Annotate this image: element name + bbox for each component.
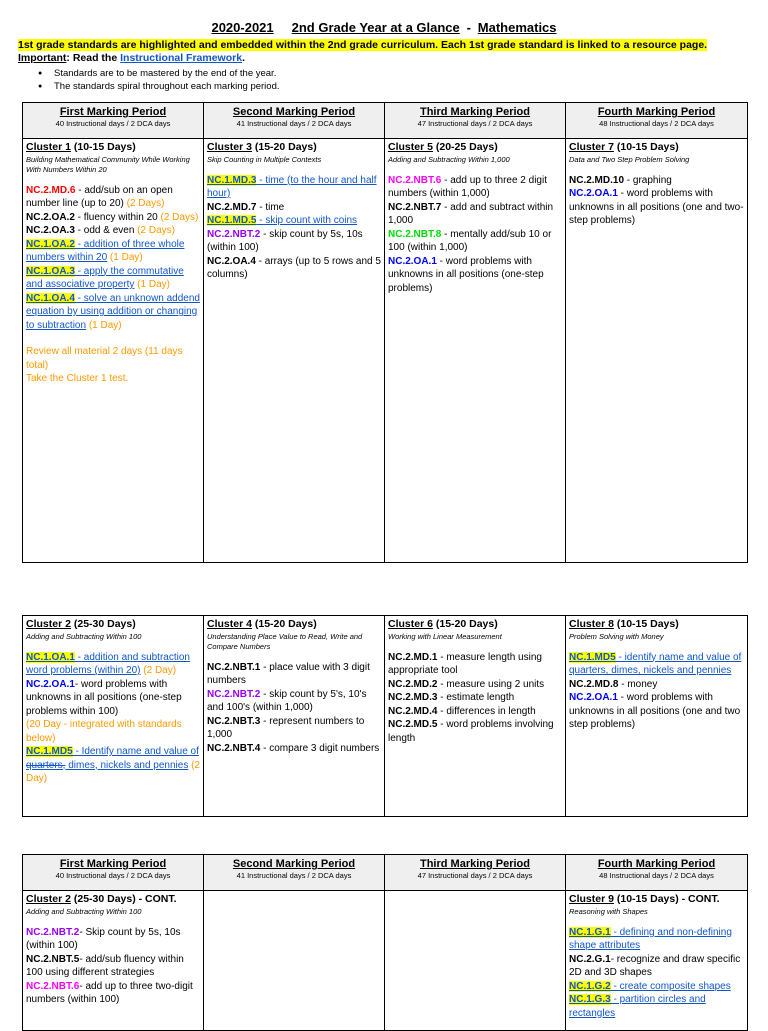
cluster-name: Cluster 1 (26, 141, 71, 153)
empty-cell (204, 891, 385, 1031)
cluster-days: (10-15 Days) (613, 141, 679, 153)
standard-code: NC.2.NBT.2 (207, 228, 261, 240)
standard-code: NC.2.OA.3 (26, 225, 75, 236)
period-header-fourth (566, 103, 748, 139)
standard-item (26, 980, 200, 1007)
standard-text: - arrays (up to 5 rows and 5 columns) (207, 255, 381, 280)
standard-item (207, 228, 381, 255)
cluster-name: Cluster 2 (26, 618, 71, 630)
standard-text: - measure length using appropriate tool (388, 651, 542, 676)
standard-item (207, 201, 381, 215)
cluster-cell-9-cont (566, 891, 748, 1031)
cluster-cell-1 (23, 139, 204, 563)
standard-item (388, 718, 562, 745)
standard-code: NC.2.NBT.2 (26, 926, 80, 938)
standard-text: - add up to three 2 digit numbers (within 1,000) (388, 174, 547, 199)
title-subject: Mathematics (477, 20, 557, 35)
cluster-days: (10-15 Days) (70, 141, 136, 153)
standard-code[interactable]: NC.1.G.1 (569, 926, 611, 938)
standard-text: - represent numbers to 1,000 (207, 715, 365, 740)
cluster-days: (25-30 Days) (70, 618, 136, 630)
standard-text: - odd & even (74, 225, 138, 236)
standard-link-item[interactable] (569, 926, 744, 953)
standard-link-text[interactable]: dimes, nickels and pennies (65, 759, 189, 771)
standard-code: NC.2.NBT.7 (388, 201, 442, 213)
cluster-name: Cluster 9 (569, 893, 614, 905)
standard-link-text[interactable]: - Identify name and value of (72, 746, 199, 757)
cluster-heading (569, 893, 744, 907)
cluster-days: (15-20 Days) (251, 618, 317, 630)
standard-code: NC.2.MD.10 (569, 174, 625, 186)
standard-code: NC.2.MD.1 (388, 651, 438, 663)
standard-days: (2 Days) (160, 211, 199, 223)
period-header-third (385, 855, 566, 891)
period-days: 40 Instructional days / 2 DCA days (55, 119, 171, 128)
cluster-heading (569, 141, 744, 155)
cluster-name: Cluster 4 (207, 618, 252, 630)
cluster-cell-4 (204, 616, 385, 817)
standard-code: NC.2.MD.6 (26, 184, 76, 196)
standard-code: NC.2.OA.1 (26, 678, 75, 690)
cluster-days: (20-25 Days) (432, 141, 498, 153)
standard-item (207, 688, 381, 715)
standard-code: NC.2.G.1 (569, 953, 611, 965)
standard-days: (1 Day) (86, 319, 122, 331)
standard-code: NC.2.MD.8 (569, 678, 619, 690)
period-header-first (23, 855, 204, 891)
standard-item (26, 953, 200, 980)
standard-text: - word problems with unknowns in all positions (one-step problems) (388, 255, 544, 294)
standard-link-text[interactable]: - addition and subtraction word problems (within 20) (26, 651, 190, 676)
standard-link-text[interactable]: - solve an unknown addend equation by using addition or changing to subtraction (26, 292, 200, 331)
standard-link-text[interactable]: - identify name and value of quarters, dimes, nickels and pennies (569, 651, 742, 676)
cluster-name: Cluster 6 (388, 618, 433, 630)
cluster-cell-3 (204, 139, 385, 563)
standard-item (207, 742, 381, 756)
standard-link-item[interactable] (207, 214, 381, 228)
important-note (18, 52, 245, 64)
standard-text: - estimate length (437, 692, 515, 703)
test-note: Take the Cluster 1 test. (26, 373, 129, 384)
standard-code: NC.2.OA.1 (569, 188, 618, 199)
standard-code[interactable]: NC.1.OA.3 (26, 265, 75, 277)
standard-days: (2 Days) (137, 225, 175, 236)
standard-link-item[interactable] (26, 292, 200, 333)
period-days: 48 Instructional days / 2 DCA days (599, 871, 714, 880)
empty-cell (385, 891, 566, 1031)
standard-link-item[interactable] (207, 174, 381, 201)
standard-link-text[interactable]: - addition of three whole numbers within 20 (26, 238, 185, 263)
standard-text: - recognize and draw specific 2D and 3D shapes (569, 953, 741, 978)
standard-text: - compare 3 digit numbers (260, 742, 380, 754)
standard-days: (1 Day) (107, 252, 143, 263)
standard-text: - place value with 3 digit numbers (207, 661, 370, 686)
period-days: 47 Instructional days / 2 DCA days (417, 119, 533, 128)
period-title: Fourth Marking Period (597, 106, 716, 118)
standard-text: - add/sub on an open number line (up to 20) (26, 184, 173, 209)
standard-code: NC.2.MD.4 (388, 705, 438, 717)
period-days: 41 Instructional days / 2 DCA days (236, 871, 352, 880)
cluster-subtitle: Building Mathematical Community While Working With Numbers Within 20 (26, 154, 190, 174)
standard-days: (1 Day) (134, 279, 170, 290)
bullet-item: ● Standards are to be mastered by the end of the year. (38, 67, 280, 80)
standard-item (388, 651, 562, 678)
standard-code: NC.2.NBT.8 (388, 228, 442, 240)
standard-item (207, 715, 381, 742)
highlight-note: 1st grade standards are highlighted and embedded within the 2nd grade curriculum. Each 1st grade standard is linked to a resource page. (18, 39, 708, 51)
cluster-name: Cluster 8 (569, 618, 614, 630)
standard-days: (2 Days) (126, 198, 165, 209)
period-days: 48 Instructional days / 2 DCA days (599, 119, 714, 128)
important-end: . (242, 52, 245, 64)
cluster-subtitle: Understanding Place Value to Read, Write and Compare Numbers (207, 631, 363, 651)
cluster-heading (26, 618, 200, 632)
standard-code[interactable]: NC.1.MD5 (569, 651, 616, 663)
important-text: : Read the (66, 52, 121, 64)
period-header-fourth (566, 855, 748, 891)
standard-code: NC.2.OA.4 (207, 255, 256, 267)
cluster-subtitle: Problem Solving with Money (569, 631, 664, 641)
cluster-cell-8 (566, 616, 748, 817)
standard-item (569, 691, 744, 732)
standard-text: - graphing (624, 174, 672, 186)
standard-code: NC.2.MD.7 (207, 201, 257, 213)
standard-item (26, 184, 200, 211)
standard-text: - differences in length (437, 705, 536, 717)
period-days: 47 Instructional days / 2 DCA days (417, 871, 533, 880)
period-days: 41 Instructional days / 2 DCA days (236, 119, 352, 128)
cluster-subtitle: Working with Linear Measurement (388, 631, 502, 641)
bullet-item: ● The standards spiral throughout each marking period. (38, 80, 280, 93)
standard-link-item[interactable] (26, 651, 200, 678)
standard-item (388, 705, 562, 719)
cluster-cell-2 (23, 616, 204, 817)
standard-link-item[interactable] (569, 651, 744, 678)
standard-text: - word problems with unknowns in all positions (one-step problems within 100) (26, 678, 182, 717)
cluster-heading (388, 618, 562, 632)
standard-code: NC.2.MD.3 (388, 692, 438, 703)
standard-item (388, 228, 562, 255)
cluster-subtitle: Adding and Subtracting Within 100 (26, 631, 142, 641)
standard-code: NC.2.NBT.4 (207, 742, 261, 754)
standard-text: - add/sub fluency within 100 using different strategies (26, 953, 184, 978)
document-title (0, 20, 768, 35)
cluster-name: Cluster 2 (26, 893, 71, 905)
standard-code: NC.2.NBT.5 (26, 953, 80, 965)
standard-code: NC.2.NBT.2 (207, 688, 261, 700)
period-title: Third Marking Period (419, 106, 530, 118)
cluster-cell-2-cont (23, 891, 204, 1031)
cluster-subtitle: Adding and Subtracting Within 1,000 (388, 154, 510, 164)
standard-link-item[interactable] (26, 238, 200, 265)
standard-code: NC.2.NBT.6 (26, 980, 80, 992)
period-header-second (204, 103, 385, 139)
year-table-1 (22, 102, 748, 563)
standard-code[interactable]: NC.1.G.2 (569, 980, 611, 992)
standard-note: (20 Day - integrated with standards below) (26, 719, 182, 744)
standard-text: - word problems with unknowns in all positions (one and two step problems) (569, 692, 741, 730)
cluster-heading (26, 141, 200, 155)
important-label: Important (18, 52, 67, 64)
standard-code: NC.2.OA.1 (388, 255, 437, 267)
instructional-framework-link[interactable]: Instructional Framework (120, 52, 243, 64)
standard-text: - money (618, 678, 658, 690)
standard-link-item[interactable] (26, 745, 200, 786)
title-main: 2nd Grade Year at a Glance (291, 20, 460, 35)
standard-item (207, 255, 381, 282)
standard-code[interactable]: NC.1.G.3 (569, 994, 611, 1005)
standard-item (388, 678, 562, 692)
bullet-list (38, 67, 280, 93)
standard-item (569, 678, 744, 692)
cluster-days: (25-30 Days) - CONT. (70, 893, 177, 905)
year-table-2 (22, 615, 748, 817)
period-title: First Marking Period (59, 858, 167, 870)
standard-link-text[interactable]: - skip count with coins (256, 215, 358, 226)
cluster-cell-7 (566, 139, 748, 563)
standard-code: NC.2.MD.2 (388, 678, 438, 690)
standard-code: NC.2.NBT.3 (207, 715, 261, 727)
period-title: First Marking Period (59, 106, 167, 118)
year-table-3 (22, 854, 748, 1031)
cluster-heading (388, 141, 562, 155)
cluster-subtitle: Skip Counting in Multiple Contexts (207, 154, 322, 164)
standard-item (388, 174, 562, 201)
standard-code: NC.2.NBT.6 (388, 174, 442, 186)
cluster-days: (15-20 Days) (432, 618, 498, 630)
standard-item (207, 661, 381, 688)
standard-code: NC.2.OA.2 (26, 211, 75, 223)
standard-code[interactable]: NC.1.OA.1 (26, 651, 75, 663)
standard-days: (2 Day) (26, 759, 200, 784)
title-years: 2020-2021 (211, 20, 274, 35)
standard-item (569, 953, 744, 980)
period-title: Second Marking Period (232, 858, 356, 870)
standard-text: - word problems involving length (388, 719, 554, 744)
standard-code: NC.2.OA.1 (569, 692, 618, 703)
standard-item (26, 926, 200, 953)
cluster-cell-6 (385, 616, 566, 817)
cluster-heading (569, 618, 744, 632)
standard-item (388, 255, 562, 296)
struck-text[interactable]: quarters, (26, 759, 66, 771)
standard-link-item[interactable] (26, 265, 200, 292)
standard-item (26, 678, 200, 719)
cluster-days: (10-15 Days) - CONT. (613, 893, 720, 905)
period-title: Fourth Marking Period (597, 858, 716, 870)
review-note: Review all material 2 days (11 days total) (26, 346, 183, 371)
standard-code[interactable]: NC.1.MD.3 (207, 174, 257, 186)
title-dash: - (466, 20, 471, 35)
standard-item (26, 224, 200, 238)
standard-link-item[interactable] (569, 980, 744, 994)
standard-text: - time (256, 201, 285, 213)
period-header-third (385, 103, 566, 139)
standard-code[interactable]: NC.1.MD.5 (207, 215, 257, 226)
standard-code[interactable]: NC.1.OA.2 (26, 238, 75, 250)
period-days: 40 Instructional days / 2 DCA days (55, 871, 171, 880)
standard-link-text[interactable]: - apply the commutative and associative property (26, 265, 184, 290)
standard-text: - add and subtract within 1,000 (388, 201, 554, 226)
standard-text: - add up to three two-digit numbers (within 100) (26, 980, 193, 1005)
period-header-first (23, 103, 204, 139)
cluster-subtitle: Adding and Subtracting Within 100 (26, 906, 142, 916)
standard-item (388, 691, 562, 705)
standard-days: (2 Day) (140, 665, 177, 676)
standard-text: - word problems with unknowns in all positions (one and two-step problems) (569, 188, 744, 226)
standard-link-text[interactable]: - partition circles and rectangles (569, 994, 706, 1019)
standard-code: NC.2.NBT.1 (207, 661, 261, 673)
standard-text: - skip count by 5's, 10's and 100's (within 1,000) (207, 688, 367, 713)
period-title: Third Marking Period (419, 858, 530, 870)
standard-item (388, 201, 562, 228)
cluster-name: Cluster 7 (569, 141, 614, 153)
cluster-heading (207, 618, 381, 632)
standard-link-item[interactable] (569, 993, 744, 1020)
period-header-second (204, 855, 385, 891)
period-title: Second Marking Period (232, 106, 356, 118)
standard-link-text[interactable]: - time (to the hour and half hour) (207, 174, 377, 199)
standard-link-text[interactable]: - defining and non-defining shape attributes (569, 926, 732, 951)
cluster-subtitle: Reasoning with Shapes (569, 906, 648, 916)
cluster-days: (10-15 Days) (613, 618, 679, 630)
cluster-subtitle: Data and Two Step Problem Solving (569, 154, 690, 164)
standard-code[interactable]: NC.1.OA.4 (26, 292, 75, 304)
cluster-name: Cluster 5 (388, 141, 433, 153)
standard-item (569, 174, 744, 188)
standard-item (569, 187, 744, 228)
cluster-name: Cluster 3 (207, 141, 252, 153)
standard-code: NC.2.MD.5 (388, 719, 438, 730)
standard-text: - Skip count by 5s, 10s (within 100) (26, 926, 181, 951)
cluster-cell-5 (385, 139, 566, 563)
standard-item (26, 211, 200, 225)
standard-code[interactable]: NC.1.MD5 (26, 746, 73, 757)
cluster-days: (15-20 Days) (251, 141, 317, 153)
cluster-heading (26, 893, 200, 907)
standard-text: - skip count by 5s, 10s (within 100) (207, 228, 363, 253)
cluster-heading (207, 141, 381, 155)
standard-text: - fluency within 20 (74, 211, 161, 223)
standard-text: - measure using 2 units (437, 678, 545, 690)
standard-text: - mentally add/sub 10 or 100 (within 1,000) (388, 228, 552, 253)
standard-link-text[interactable]: - create composite shapes (610, 980, 731, 992)
